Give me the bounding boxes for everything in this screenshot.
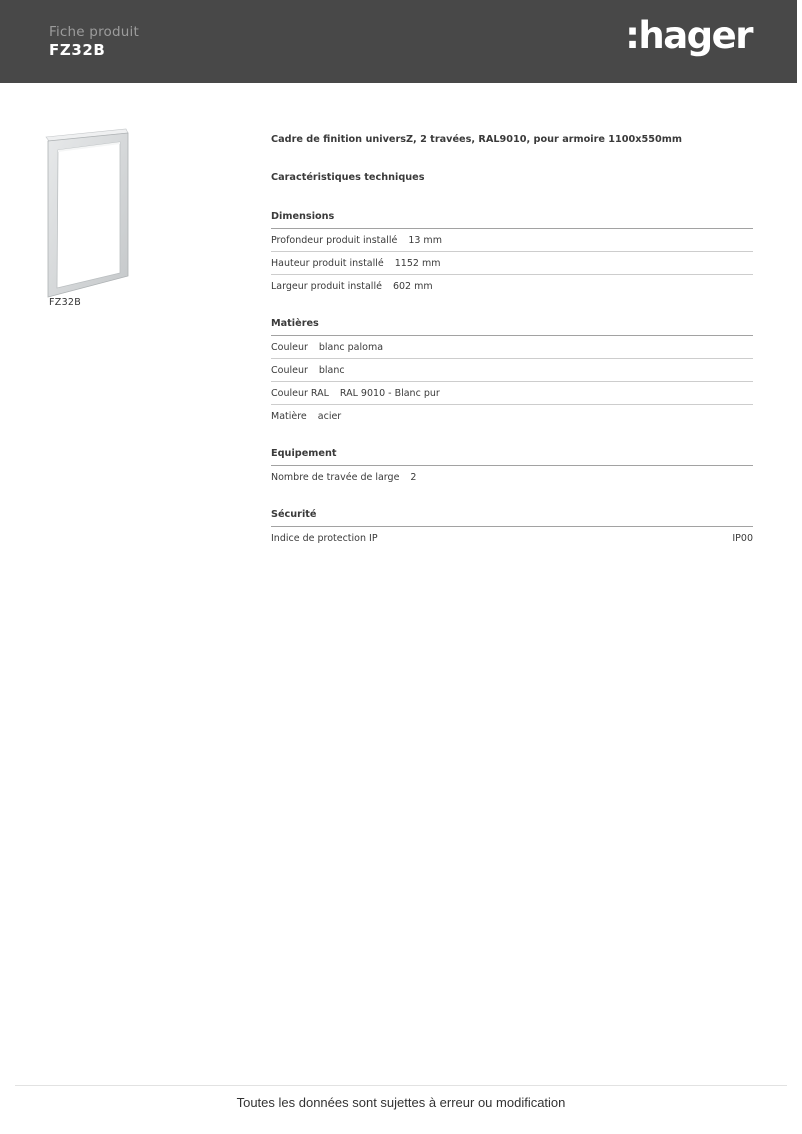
spec-row-label: Indice de protection IP [271,533,378,544]
spec-row [271,229,753,252]
spec-row [271,405,753,428]
footer-divider [15,1085,787,1086]
page-header [0,0,797,83]
frame-opening [57,142,120,288]
spec-row-label: Couleur RAL [271,387,329,399]
spec-row-value: 602 mm [392,281,433,292]
spec-section [271,448,753,489]
spec-row-value: blanc paloma [318,341,384,353]
spec-section [271,211,753,298]
content-column [271,134,753,550]
spec-row-label: Hauteur produit installé [271,257,384,269]
spec-row [271,359,753,382]
spec-row [271,382,753,405]
spec-section [271,318,753,428]
spec-row-label: Largeur produit installé [271,281,382,292]
spec-row-value: 2 [410,472,417,483]
section-title: Matières [271,318,753,336]
doc-type-label: Fiche produit [49,24,139,40]
spec-row [271,336,753,359]
section-title: Equipement [271,448,753,466]
spec-row-value: 1152 mm [394,257,441,269]
technical-characteristics-heading: Caractéristiques techniques [271,172,425,183]
spec-row-value: acier [317,411,342,422]
product-image [40,125,135,305]
spec-row-label: Couleur [271,341,308,353]
spec-row-label: Nombre de travée de large [271,472,400,483]
spec-row-label: Profondeur produit installé [271,234,398,246]
product-code: FZ32B [49,41,106,59]
section-title: Dimensions [271,211,753,229]
spec-row [271,527,753,550]
spec-row-value-right: IP00 [732,533,753,544]
hager-logo: :hager [625,14,752,57]
product-title: Cadre de finition universZ, 2 travées, RAL9010, pour armoire 1100x550mm [271,134,682,145]
spec-row-label: Matière [271,411,307,422]
footer-disclaimer: Toutes les données sont sujettes à erreur ou modification [236,1095,566,1110]
spec-row-value: RAL 9010 - Blanc pur [339,387,440,399]
spec-sections [271,211,753,550]
spec-row-value: 13 mm [408,234,442,246]
spec-section [271,509,753,550]
spec-row-value: blanc [318,364,345,376]
spec-row [271,252,753,275]
spec-row [271,466,753,489]
spec-row-label: Couleur [271,364,308,376]
section-title: Sécurité [271,509,753,527]
spec-row [271,275,753,298]
product-image-caption: FZ32B [49,297,82,308]
